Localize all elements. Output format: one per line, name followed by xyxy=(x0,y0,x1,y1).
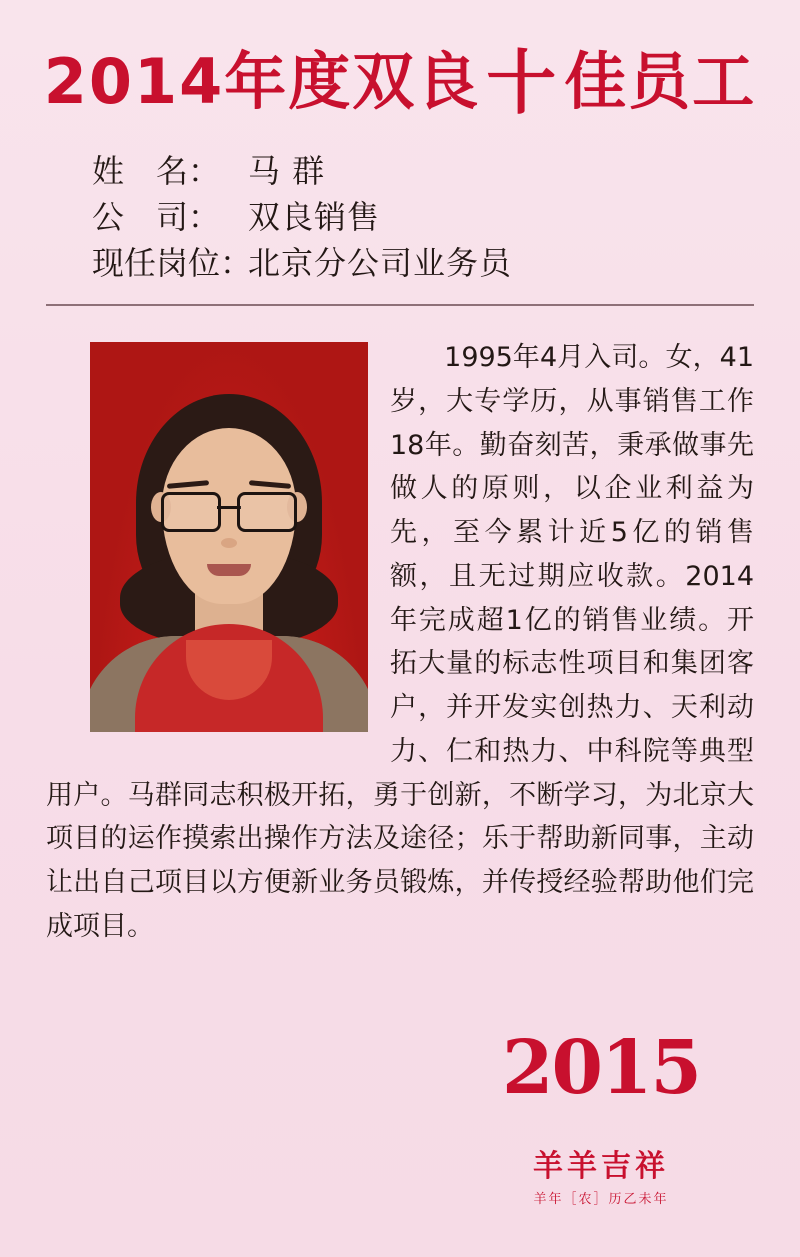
seal-subtext: 羊年［农］历乙未年 xyxy=(533,1192,669,1207)
title-highlight: 十 xyxy=(486,42,559,124)
info-label-position: 现任岗位： xyxy=(92,244,253,283)
info-label-name: 姓 名： xyxy=(92,152,221,190)
seal-text: 羊羊吉祥 xyxy=(533,1149,669,1184)
new-year-seal xyxy=(476,1025,726,1213)
seal-year: 2015 xyxy=(502,1025,700,1111)
title-tail: 佳员工 xyxy=(564,45,757,118)
bio-text: 1995年4月入司。女，41岁，大专学历，从事销售工作18年。勤奋刻苦，秉承做事先做人的原则，以企业利益为先，至今累计近5亿的销售额，且无过期应收款。2014年完成超1亿的销售业绩。开拓大量的标志性项目和集团客户，并开发实创热力、天利动力、仁和热力、中科院等典型用户。马群同志积极开拓，勇于创新，不断学习，为北京大项目的运作摸索出操作方法及途径；乐于帮助新同事，主动让出自己项目以方便新业务员锻炼，并传授经验帮助他们完成项目。 xyxy=(46,342,754,942)
info-row-name xyxy=(92,148,800,194)
info-value-name: 马 群 xyxy=(248,152,326,190)
title-block xyxy=(0,0,800,124)
page-title xyxy=(0,42,800,124)
info-row-company xyxy=(92,194,800,240)
info-row-position xyxy=(92,240,800,286)
employee-info xyxy=(92,148,800,286)
info-value-company: 双良销售 xyxy=(248,198,381,237)
glasses-icon xyxy=(159,492,299,526)
photo-mouth xyxy=(207,564,251,576)
employee-photo xyxy=(90,342,368,732)
info-value-position: 北京分公司业务员 xyxy=(248,244,513,283)
title-main: 2014年度双良 xyxy=(43,45,481,118)
header-divider xyxy=(46,304,754,306)
bio-block xyxy=(46,336,754,948)
info-label-company: 公 司： xyxy=(92,198,221,237)
